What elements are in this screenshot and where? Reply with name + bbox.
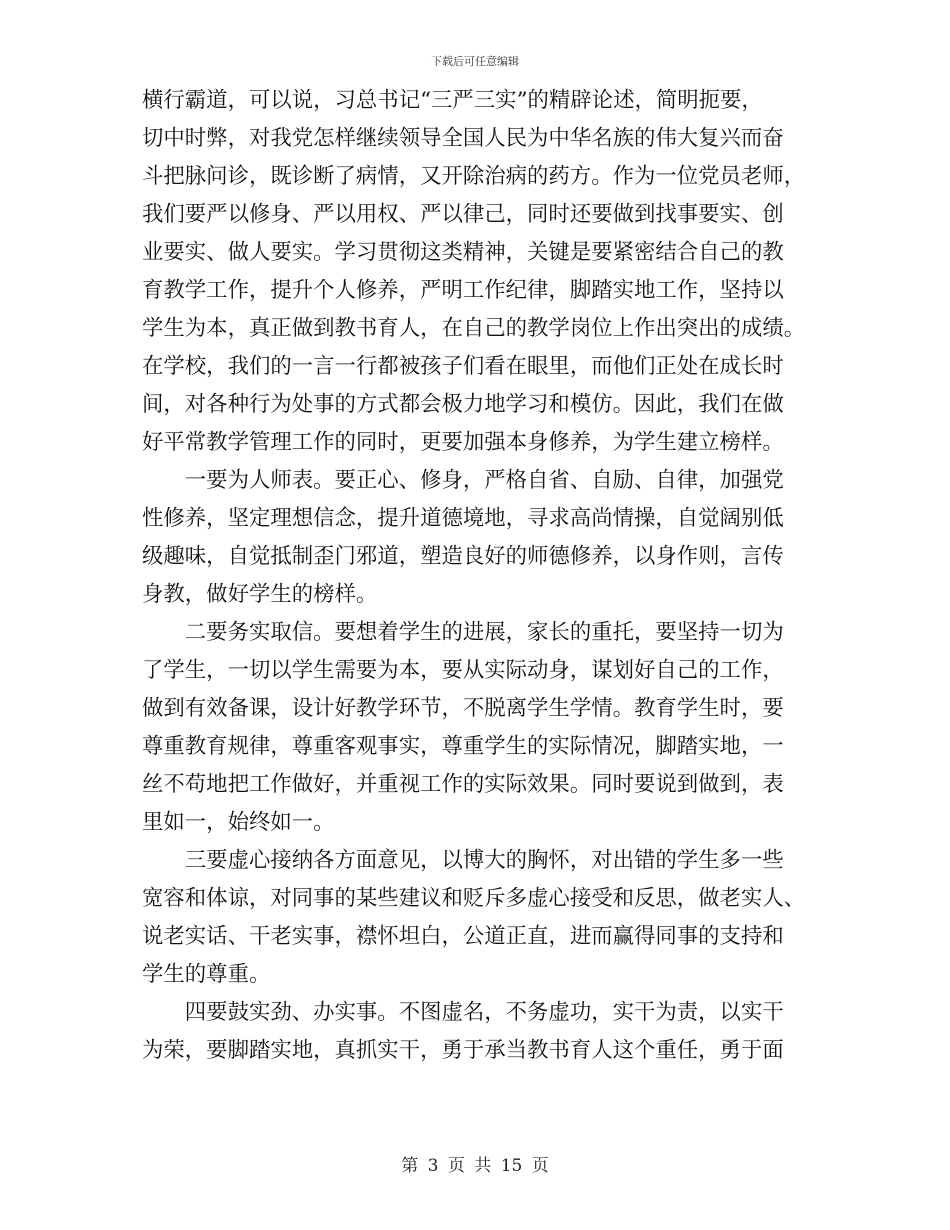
text-line: 二要务实取信。要想着学生的进展，家长的重托，要坚持一切为 [142, 620, 784, 645]
text-line: 业要实、做人要实。学习贯彻这类精神，关键是要紧密结合自己的教 [142, 240, 784, 265]
text-line: 说老实话、干老实事，襟怀坦白，公道正直，进而赢得同事的支持和 [142, 924, 784, 949]
text-line: 身教，做好学生的榜样。 [142, 582, 378, 607]
text-line: 三要虚心接纳各方面意见，以博大的胸怀，对出错的学生多一些 [142, 848, 784, 873]
page-number: 第 3 页 共 15 页 [401, 1156, 549, 1176]
text-line: 切中时弊，对我党怎样继续领导全国人民为中华名族的伟大复兴而奋 [142, 126, 784, 151]
text-line: 里如一，始终如一。 [142, 810, 335, 835]
text-line: 为荣，要脚踏实地，真抓实干，勇于承当教书育人这个重任，勇于面 [142, 1038, 784, 1063]
text-line: 级趣味，自觉抵制歪门邪道，塑造良好的师德修养，以身作则，言传 [142, 544, 784, 569]
text-line: 横行霸道，可以说，习总书记“三严三实”的精辟论述，简明扼要， [142, 88, 763, 113]
document-body [142, 82, 810, 1070]
text-line: 一要为人师表。要正心、修身，严格自省、自励、自律，加强党 [142, 468, 784, 493]
text-line: 宽容和体谅，对同事的某些建议和贬斥多虚心接受和反思，做老实人、 [142, 886, 806, 911]
text-line: 尊重教育规律，尊重客观事实，尊重学生的实际情况，脚踏实地，一 [142, 734, 784, 759]
text-line: 性修养，坚定理想信念，提升道德境地，寻求高尚情操，自觉阔别低 [142, 506, 784, 531]
text-line: 育教学工作，提升个人修养，严明工作纪律，脚踏实地工作，坚持以 [142, 278, 784, 303]
text-line: 丝不苟地把工作做好，并重视工作的实际效果。同时要说到做到，表 [142, 772, 784, 797]
page-header-note: 下载后可任意编辑 [431, 55, 519, 68]
text-line: 了学生，一切以学生需要为本，要从实际动身，谋划好自己的工作， [142, 658, 784, 683]
text-line: 我们要严以修身、严以用权、严以律己，同时还要做到找事要实、创 [142, 202, 784, 227]
text-line: 学生的尊重。 [142, 962, 271, 987]
text-line: 斗把脉问诊，既诊断了病情，又开除治病的药方。作为一位党员老师， [142, 164, 806, 189]
text-line: 间，对各种行为处事的方式都会极力地学习和模仿。因此，我们在做 [142, 392, 784, 417]
text-line: 做到有效备课，设计好教学环节，不脱离学生学情。教育学生时，要 [142, 696, 784, 721]
text-line: 好平常教学管理工作的同时，更要加强本身修养，为学生建立榜样。 [142, 430, 784, 455]
text-line: 学生为本，真正做到教书育人，在自己的教学岗位上作出突出的成绩。 [142, 316, 806, 341]
text-line: 四要鼓实劲、办实事。不图虚名，不务虚功，实干为责，以实干 [142, 1000, 784, 1025]
text-line: 在学校，我们的一言一行都被孩子们看在眼里，而他们正处在成长时 [142, 354, 784, 379]
